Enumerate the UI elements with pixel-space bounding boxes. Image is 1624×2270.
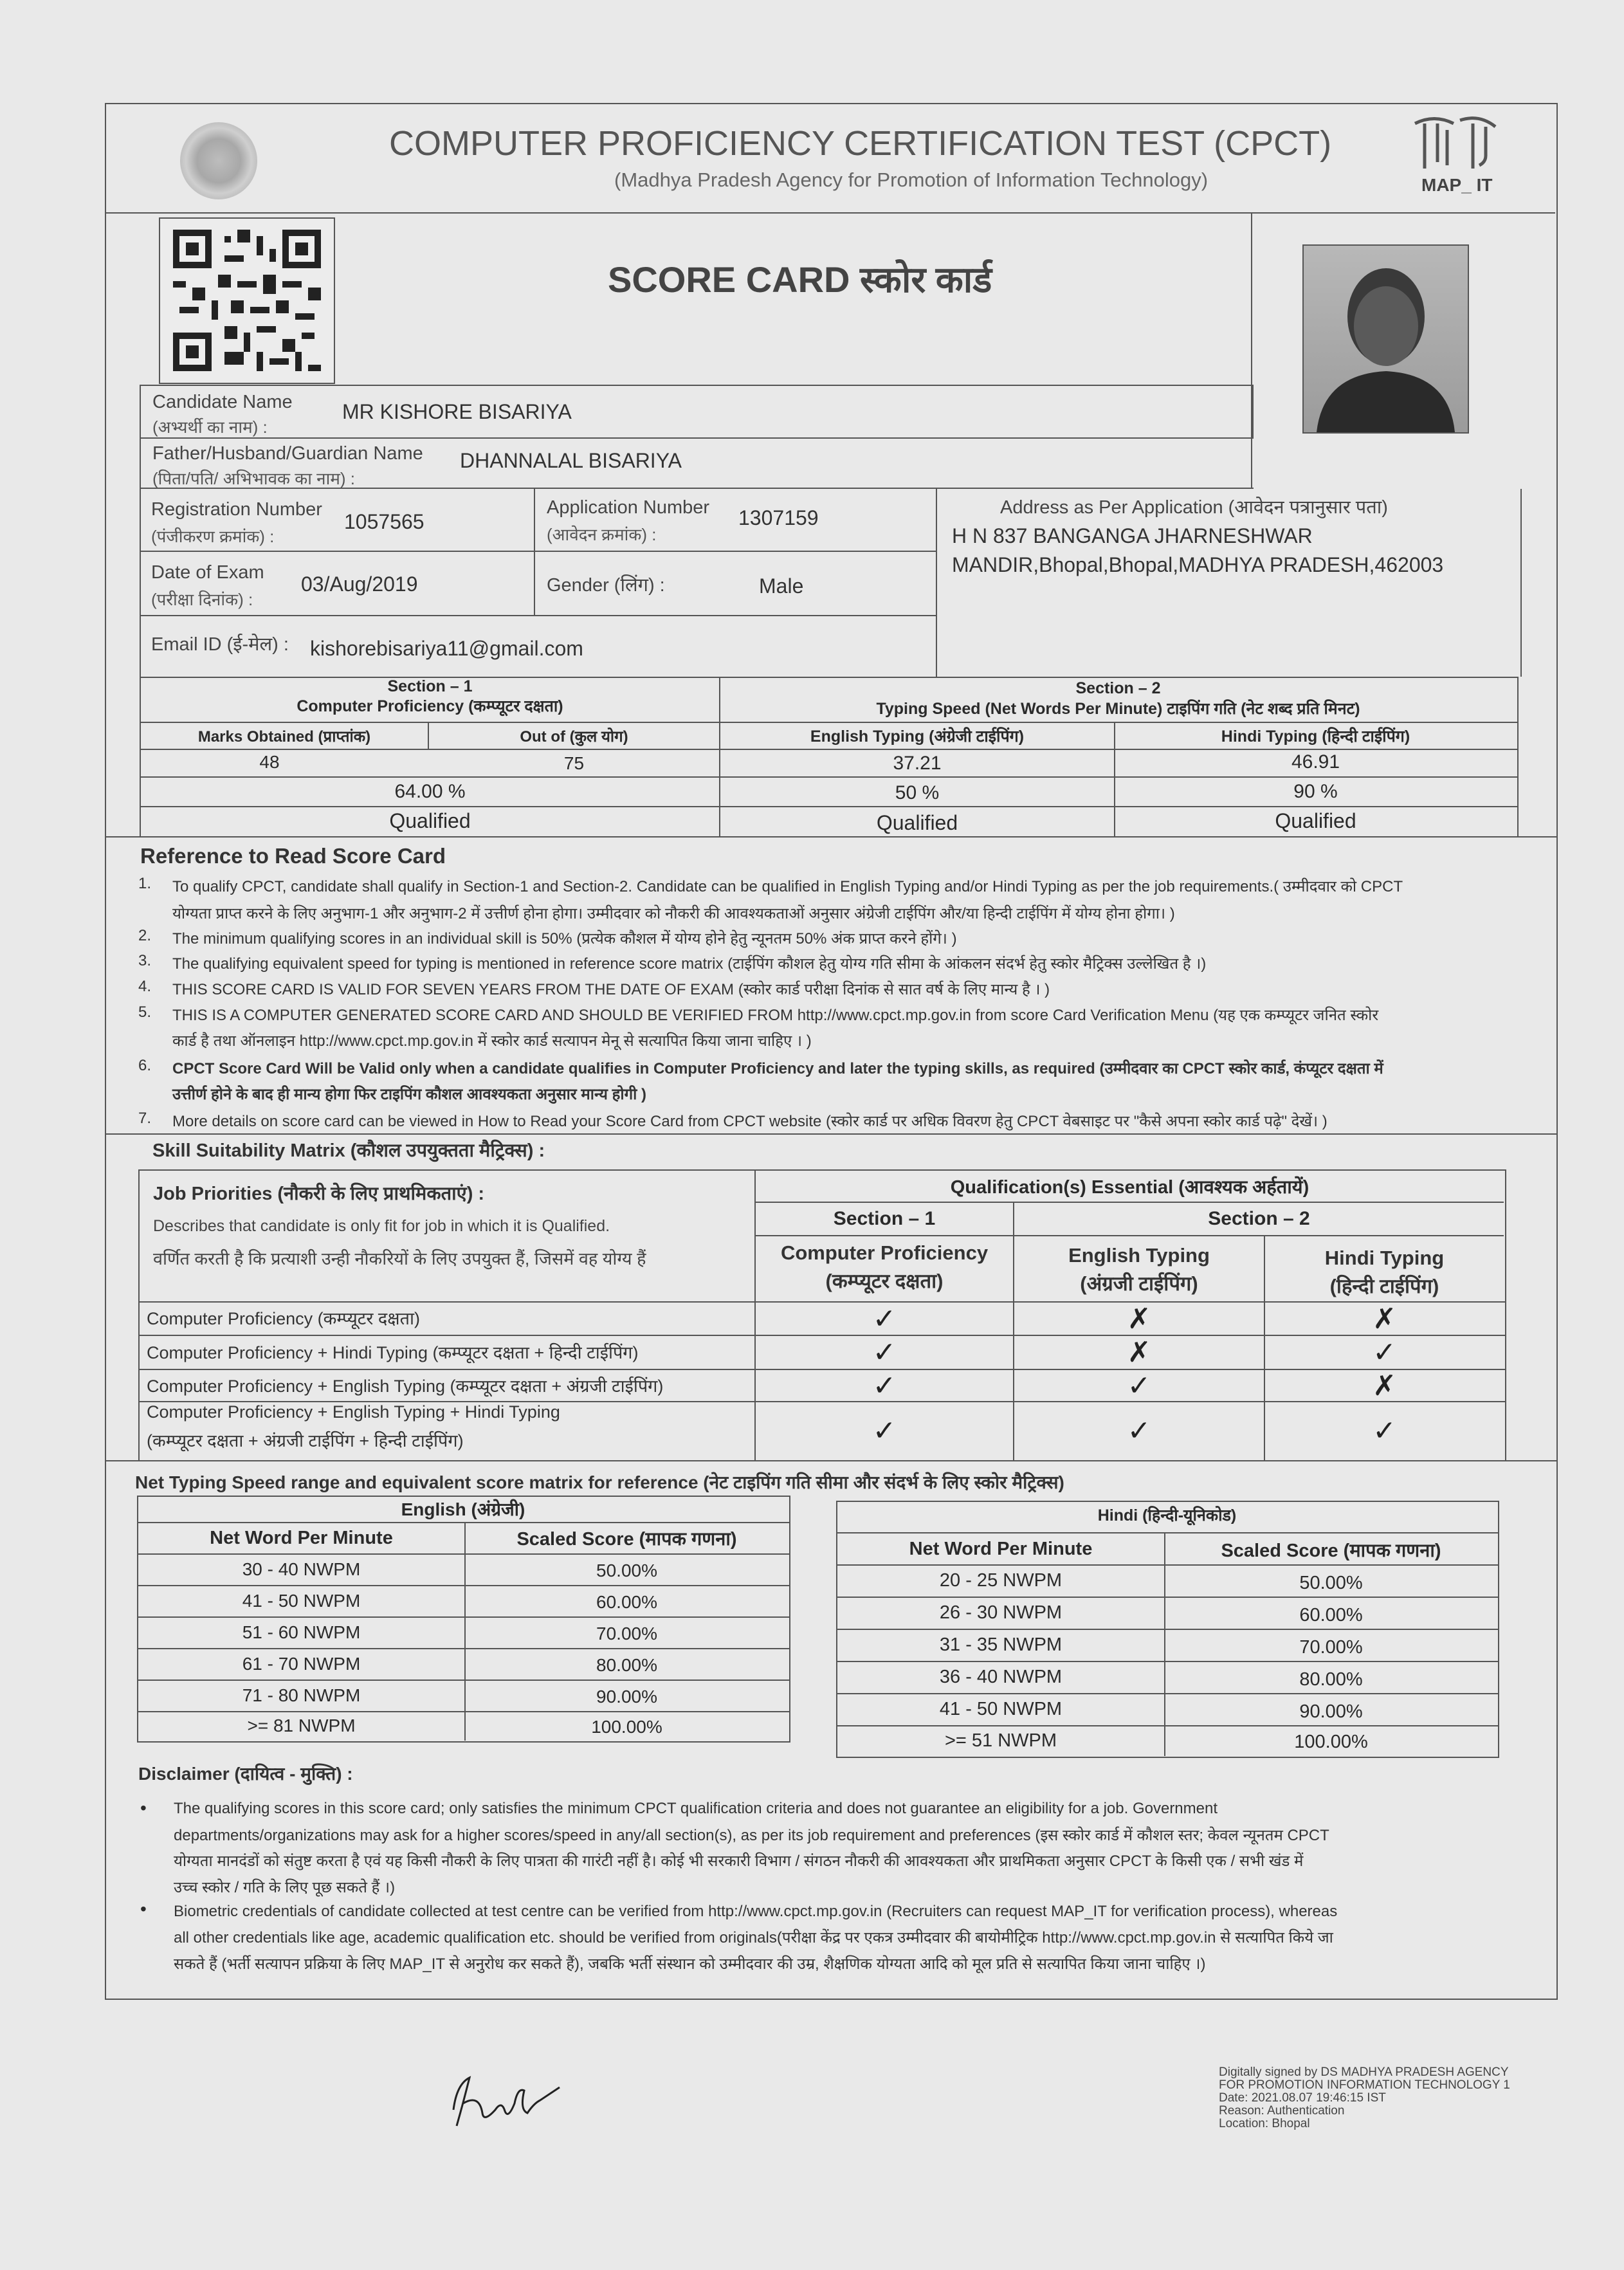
matrix-row-1-label: Computer Proficiency (कम्प्यूटर दक्षता) (147, 1309, 420, 1328)
col2-hi: (अंग्रजी टाईपिंग) (1080, 1272, 1198, 1295)
reg-label-hi: (पंजीकरण क्रमांक) : (151, 527, 275, 546)
ref-4-num: 4. (138, 978, 152, 995)
divider-v1 (534, 489, 535, 615)
hin-row-6-nwpm: >= 51 NWPM (944, 1730, 1057, 1751)
job-priorities-label: Job Priorities (नौकरी के लिए प्राथमिकताएं) : (153, 1184, 485, 1204)
dsig-line4: Reason: Authentication (1219, 2104, 1345, 2118)
eng-row-6-nwpm: >= 81 NWPM (247, 1716, 356, 1735)
hindi-status: Qualified (1275, 809, 1356, 832)
matrix-row-3-c3: ✗ (1373, 1369, 1396, 1402)
ref-2-line1: The minimum qualifying scores in an individual skill is 50% (प्रत्येक कौशल में योग्य होने हेतु न्यूनतम 50% अंक प्राप्त करने होंगे। ) (172, 930, 957, 947)
gender-label: Gender (लिंग) : (547, 575, 665, 596)
candidate-name-label-hi: (अभ्यर्थी का नाम) : (152, 417, 268, 437)
disclaimer-p1-l2: departments/organizations may ask for a higher scores/speed in any/all section(s), as per its job requirement and preferences (इस स्कोर कार्ड में कौशल स्तर; केवल न्यूनतम CPCT (174, 1827, 1329, 1844)
eng-row-4-nwpm: 61 - 70 NWPM (242, 1654, 361, 1674)
section2-sub: Typing Speed (Net Words Per Minute) टाइपिंग गति (नेट शब्द प्रति मिनट) (876, 700, 1360, 718)
section2-title: Section – 2 (1075, 679, 1161, 697)
guardian-label: Father/Husband/Guardian Name (152, 443, 423, 464)
ref-3-num: 3. (138, 952, 152, 969)
reference-heading: Reference to Read Score Card (140, 844, 446, 868)
speed-top-line (105, 1460, 1556, 1461)
matrix-row-4-c3: ✓ (1373, 1414, 1396, 1447)
email: kishorebisariya11@gmail.com (310, 637, 583, 660)
ref-7-line1: More details on score card can be viewed in How to Read your Score Card from CPCT website (स्कोर कार्ड पर अधिक विवरण हेतु CPCT वेबसाइट पर "कैसे अपना स्कोर कार्ड पढ़े" देखें। ) (172, 1113, 1327, 1130)
english-table-title: English (अंग्रेजी) (401, 1499, 525, 1519)
ref-6-line1: CPCT Score Card Will be Valid only when a candidate qualifies in Computer Proficiency and later the typing skills, as required (उम्मीदवार का CPCT स्कोर कार्ड, कंप्यूटर दक्षता में (172, 1060, 1383, 1077)
col2-en: English Typing (1068, 1244, 1210, 1267)
ref-5-num: 5. (138, 1003, 152, 1021)
reference-top-line (105, 836, 1556, 838)
hin-row-4-score: 80.00% (1299, 1669, 1363, 1690)
candidate-signature (444, 2065, 572, 2136)
hin-row-5-score: 90.00% (1299, 1701, 1363, 1722)
candidate-name: MR KISHORE BISARIYA (342, 400, 572, 423)
section1-sub: Computer Proficiency (कम्प्यूटर दक्षता) (297, 697, 563, 715)
col1-hi: (कम्प्यूटर दक्षता) (825, 1270, 944, 1292)
section1-percent: 64.00 % (394, 781, 466, 802)
hin-row-5-nwpm: 41 - 50 NWPM (939, 1699, 1063, 1719)
hindi-wpm: 46.91 (1291, 751, 1340, 773)
speed-heading: Net Typing Speed range and equivalent score matrix for reference (नेट टाइपिंग गति सीमा और संदर्भ के लिए स्कोर मैट्रिक्स) (135, 1472, 1064, 1492)
hin-row-2-score: 60.00% (1299, 1605, 1363, 1625)
app-label-hi: (आवेदन क्रमांक) : (547, 525, 657, 544)
ref-5-line2: कार्ड है तथा ऑनलाइन http://www.cpct.mp.gov.in में स्कोर कार्ड सत्यापन मेनू से सत्यापित किया जाना चाहिए । ) (172, 1032, 812, 1050)
disclaimer-p1-l1: The qualifying scores in this score card; only satisfies the minimum CPCT qualification criteria and does not guarantee an eligibility for a job. Government (174, 1800, 1218, 1817)
candidate-name-row (140, 385, 1254, 439)
eng-col-nwpm: Net Word Per Minute (210, 1527, 393, 1548)
col3-en: Hindi Typing (1324, 1247, 1445, 1269)
ref-3-line1: The qualifying equivalent speed for typing is mentioned in reference score matrix (टाईपिंग कौशल हेतु योग्य गति सीमा के आंकलन संदर्भ हेतु स्कोर मैट्रिक्स उल्लेखित है ।) (172, 955, 1207, 973)
disclaimer-bullet-1: • (140, 1798, 147, 1818)
matrix-row-4-c1: ✓ (872, 1414, 897, 1447)
address-line1: H N 837 BANGANGA JHARNESHWAR (952, 524, 1313, 547)
marks-obtained: 48 (259, 752, 280, 772)
col-computer-proficiency (756, 1236, 1013, 1301)
ref-6-line2: उत्तीर्ण होने के बाद ही मान्य होगा फिर टाइपिंग कौशल आवश्यकता अनुसार मान्य होगी ) (172, 1086, 646, 1103)
ref-1-line1: To qualify CPCT, candidate shall qualify in Section-1 and Section-2. Candidate can be qualified in English Typing and/or Hindi Typing as per the job requirements.( उम्मीदवार को CPCT (172, 878, 1403, 895)
english-percent: 50 % (895, 782, 940, 803)
dsig-line1: Digitally signed by DS MADHYA PRADESH AGENCY (1219, 2065, 1509, 2079)
section1-title: Section – 1 (387, 677, 473, 695)
matrix-row-3-c2: ✓ (1127, 1369, 1151, 1402)
hindi-table-title: Hindi (हिन्दी-यूनिकोड) (1097, 1506, 1237, 1524)
matrix-row-4-label: Computer Proficiency + English Typing + Hindi Typing (147, 1402, 560, 1422)
candidate-photo (1302, 244, 1469, 434)
dsig-line2: FOR PROMOTION INFORMATION TECHNOLOGY 1 (1219, 2078, 1510, 2092)
eng-row-1-nwpm: 30 - 40 NWPM (242, 1559, 361, 1579)
col1-en: Computer Proficiency (780, 1241, 989, 1264)
eng-col-score: Scaled Score (मापक गणना) (516, 1528, 737, 1550)
eng-row-3-nwpm: 51 - 60 NWPM (242, 1622, 361, 1642)
english-status: Qualified (876, 811, 958, 834)
hin-row-4-nwpm: 36 - 40 NWPM (939, 1667, 1063, 1687)
hin-row-1-nwpm: 20 - 25 NWPM (939, 1570, 1063, 1591)
reg-number: 1057565 (344, 510, 424, 533)
section1-status: Qualified (389, 809, 471, 832)
gender: Male (759, 574, 804, 598)
address-label: Address as Per Application (आवेदन पत्रानुसार पता) (1000, 497, 1388, 518)
digital-signature (1219, 2066, 1510, 2130)
guardian-name: DHANNALAL BISARIYA (460, 449, 682, 472)
disclaimer-p2-l3: सकते हैं (भर्ती सत्यापन प्रक्रिया के लिए MAP_IT से अनुरोध कर सकते हैं), जबकि भर्ती संस्थान को उम्मीदवार की उम्र, शैक्षणिक योग्यता आदि को मूल प्रति से सत्यापित किया जाना चाहिए ।) (174, 1955, 1206, 1973)
matrix-row-3-label: Computer Proficiency + English Typing (कम्प्यूटर दक्षता + अंग्रजी टाईपिंग) (147, 1377, 664, 1396)
ref-7-num: 7. (138, 1110, 152, 1127)
app-number: 1307159 (738, 506, 819, 529)
candidate-name-label: Candidate Name (152, 392, 293, 412)
ref-1-line2: योग्यता प्राप्त करने के लिए अनुभाग-1 और अनुभाग-2 में उत्तीर्ण होना होगा। उम्मीदवार को नौकरी की आवश्यकताओं अनुसार अंग्रेजी टाईपिंग और/या हिन्दी टाईपिंग में योग्य होना होगा। ) (172, 905, 1175, 922)
ref-5-line1: THIS IS A COMPUTER GENERATED SCORE CARD AND SHOULD BE VERIFIED FROM http://www.cpct.mp.gov.in from score Card Verification Menu (यह एक कम्प्यूटर जनित स्कोर (172, 1007, 1379, 1024)
eng-row-2-score: 60.00% (596, 1592, 657, 1612)
hindi-typing-label: Hindi Typing (हिन्दी टाईपिंग) (1221, 728, 1410, 746)
email-label: Email ID (ई-मेल) : (151, 634, 289, 655)
exam-date: 03/Aug/2019 (301, 572, 418, 596)
qualification-label: Qualification(s) Essential (आवश्यक अर्हतायें) (950, 1176, 1309, 1198)
reg-label: Registration Number (151, 499, 322, 520)
dsig-line3: Date: 2021.08.07 19:46:15 IST (1219, 2091, 1386, 2105)
eng-row-2-nwpm: 41 - 50 NWPM (242, 1591, 361, 1611)
col3-hi: (हिन्दी टाईपिंग) (1329, 1275, 1439, 1297)
header (106, 104, 1555, 214)
matrix-row-2-c2: ✗ (1127, 1336, 1151, 1368)
col-english-typing (1014, 1236, 1264, 1301)
guardian-label-hi: (पिता/पति/ अभिभावक का नाम) : (152, 469, 355, 488)
marks-outof: 75 (563, 753, 585, 773)
english-typing-label: English Typing (अंग्रेजी टाईपिंग) (810, 728, 1025, 746)
marks-label: Marks Obtained (प्राप्तांक) (197, 728, 371, 746)
divider-v2 (936, 489, 937, 677)
english-wpm: 37.21 (893, 753, 942, 774)
scorecard-title: SCORE CARD स्कोर कार्ड (608, 259, 992, 300)
divider-h1 (140, 551, 936, 552)
job-desc-hi: वर्णित करती है कि प्रत्याशी उन्ही नौकरियों के लिए उपयुक्त हैं, जिसमें वह योग्य हैं (153, 1249, 646, 1268)
divider-h2 (140, 615, 936, 616)
outof-label: Out of (कुल योग) (520, 728, 628, 746)
hin-col-nwpm: Net Word Per Minute (909, 1538, 1093, 1559)
ref-6-num: 6. (138, 1057, 152, 1074)
ref-2-num: 2. (138, 927, 152, 944)
hin-row-3-score: 70.00% (1299, 1637, 1363, 1658)
ref-4-line1: THIS SCORE CARD IS VALID FOR SEVEN YEARS FROM THE DATE OF EXAM (स्कोर कार्ड परीक्षा दिनांक से सात वर्ष के लिए मान्य है । ) (172, 981, 1050, 998)
qr-code (159, 217, 335, 384)
disclaimer-bullet-2: • (140, 1899, 147, 1919)
header-subtitle: (Madhya Pradesh Agency for Promotion of Information Technology) (614, 169, 1209, 191)
matrix-section1: Section – 1 (833, 1208, 936, 1229)
doe-label: Date of Exam (151, 562, 264, 583)
mp-seal-logo (180, 122, 257, 199)
matrix-heading: Skill Suitability Matrix (कौशल उपयुक्तता मैट्रिक्स) : (152, 1140, 545, 1161)
address-line2: MANDIR,Bhopal,Bhopal,MADHYA PRADESH,462003 (952, 553, 1444, 576)
matrix-section2: Section – 2 (1208, 1208, 1310, 1229)
matrix-row-2-c1: ✓ (872, 1336, 897, 1368)
hin-row-2-nwpm: 26 - 30 NWPM (939, 1602, 1063, 1623)
hin-row-3-nwpm: 31 - 35 NWPM (939, 1634, 1063, 1655)
matrix-row-2-c3: ✓ (1373, 1336, 1396, 1368)
matrix-row-1-c2: ✗ (1127, 1303, 1151, 1335)
matrix-row-2-label: Computer Proficiency + Hindi Typing (कम्प्यूटर दक्षता + हिन्दी टाईपिंग) (147, 1343, 639, 1362)
eng-row-5-score: 90.00% (596, 1687, 657, 1707)
matrix-row-4-c2: ✓ (1127, 1414, 1151, 1447)
disclaimer-p1-l4: उच्च स्कोर / गति के लिए पूछ सकते हैं ।) (174, 1879, 396, 1896)
map-it-logo (1409, 111, 1505, 175)
dsig-line5: Location: Bhopal (1219, 2117, 1310, 2130)
disclaimer-p1-l3: योग्यता मानदंडों को संतुष्ट करता है एवं यह किसी नौकरी के लिए पात्रता की गारंटी नहीं है। कोई भी सरकारी विभाग / संगठन नौकरी की आवश्यकता और प्राथमिकता अनुसार CPCT के किसी एक / सभी खंड में (174, 1853, 1304, 1870)
eng-row-6-score: 100.00% (591, 1717, 662, 1737)
eng-row-4-score: 80.00% (596, 1655, 657, 1675)
job-desc-en: Describes that candidate is only fit for job in which it is Qualified. (153, 1217, 610, 1235)
hindi-percent: 90 % (1293, 781, 1338, 802)
hin-row-6-score: 100.00% (1294, 1731, 1368, 1752)
ref-1-num: 1. (138, 875, 152, 892)
eng-row-5-nwpm: 71 - 80 NWPM (242, 1685, 361, 1705)
disclaimer-heading: Disclaimer (दायित्व - मुक्ति) : (138, 1764, 353, 1784)
hin-row-1-score: 50.00% (1299, 1573, 1363, 1593)
matrix-top-line (105, 1133, 1556, 1135)
matrix-row-1-c3: ✗ (1373, 1303, 1396, 1335)
map-it-label: MAP_ IT (1421, 175, 1493, 195)
hin-col-score: Scaled Score (मापक गणना) (1221, 1540, 1441, 1561)
header-title: COMPUTER PROFICIENCY CERTIFICATION TEST (CPCT) (389, 124, 1332, 163)
disclaimer-p2-l1: Biometric credentials of candidate collected at test centre can be verified from http://www.cpct.mp.gov.in (Recruiters can request MAP_IT for verification process), whereas (174, 1903, 1338, 1920)
eng-row-3-score: 70.00% (596, 1624, 657, 1643)
matrix-row-4-label-hi: (कम्प्यूटर दक्षता + अंग्रजी टाईपिंग + हिन्दी टाईपिंग) (147, 1431, 464, 1451)
matrix-row-1-c1: ✓ (872, 1303, 897, 1335)
col-hindi-typing (1265, 1236, 1504, 1301)
disclaimer-p2-l2: all other credentials like age, academic qualification etc. should be verified from originals(परीक्षा केंद्र पर एकत्र उम्मीदवार की बायोमीट्रिक http://www.cpct.mp.gov.in से सत्यापित किये जा (174, 1929, 1333, 1946)
matrix-row-3-c1: ✓ (872, 1369, 897, 1402)
app-label: Application Number (547, 497, 710, 518)
eng-row-1-score: 50.00% (596, 1561, 657, 1580)
doe-label-hi: (परीक्षा दिनांक) : (151, 590, 253, 609)
